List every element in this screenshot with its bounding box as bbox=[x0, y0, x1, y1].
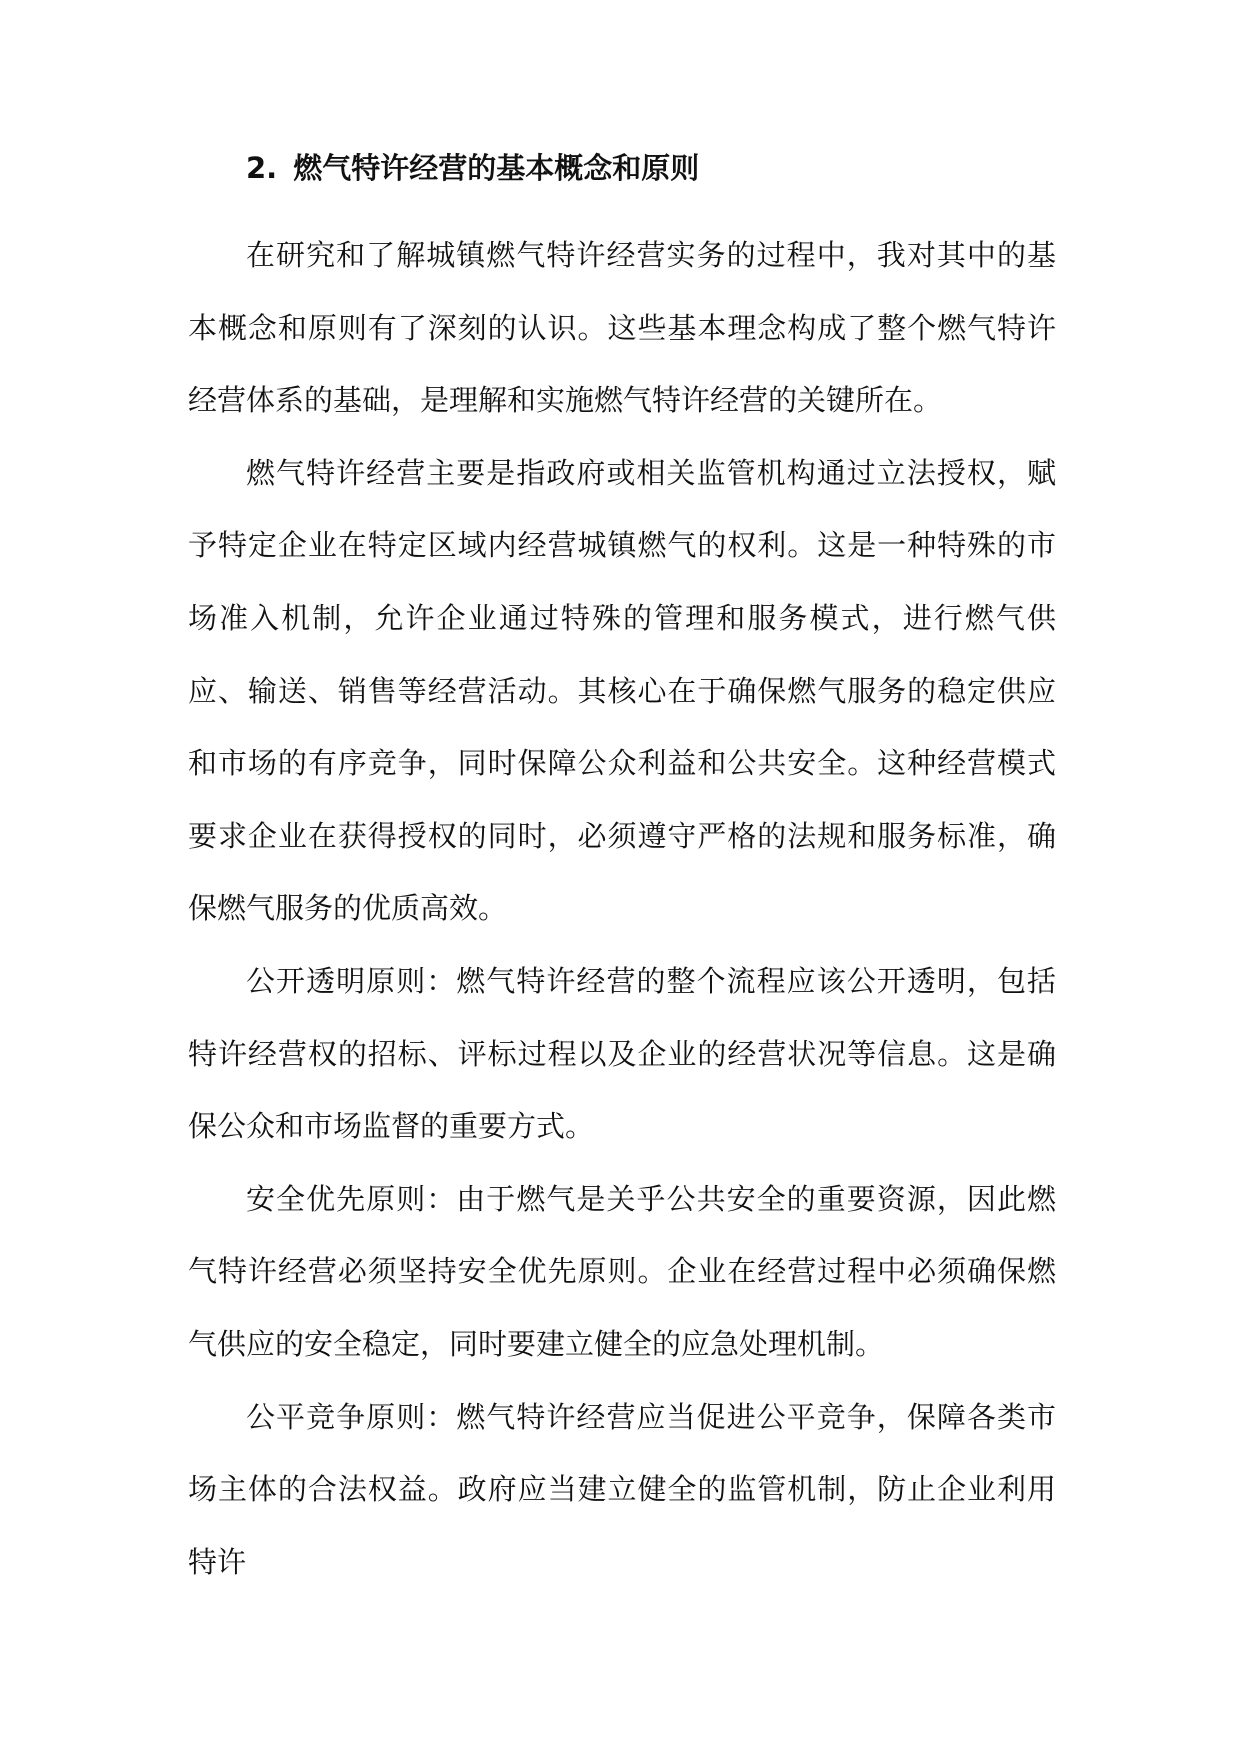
section-title: 燃气特许经营的基本概念和原则 bbox=[293, 151, 700, 185]
paragraph-definition: 燃气特许经营主要是指政府或相关监管机构通过立法授权，赋予特定企业在特定区域内经营城镇燃气的权利。这是一种特殊的市场准入机制，允许企业通过特殊的管理和服务模式，进行燃气供应、输送、销售等经营活动。其核心在于确保燃气服务的稳定供应和市场的有序竞争，同时保障公众利益和公共安全。这种经营模式要求企业在获得授权的同时，必须遵守严格的法规和服务标准，确保燃气服务的优质高效。 bbox=[188, 455, 1056, 926]
paragraph-safety-principle: 安全优先原则：由于燃气是关乎公共安全的重要资源，因此燃气特许经营必须坚持安全优先原则。企业在经营过程中必须确保燃气供应的安全稳定，同时要建立健全的应急处理机制。 bbox=[188, 1181, 1056, 1361]
section-heading bbox=[246, 148, 699, 188]
section-number: 2. bbox=[246, 151, 278, 185]
paragraph-fair-competition-principle: 公平竞争原则：燃气特许经营应当促进公平竞争，保障各类市场主体的合法权益。政府应当建立健全的监管机制，防止企业利用特许 bbox=[188, 1399, 1056, 1579]
paragraph-transparency-principle: 公开透明原则：燃气特许经营的整个流程应该公开透明，包括特许经营权的招标、评标过程以及企业的经营状况等信息。这是确保公众和市场监督的重要方式。 bbox=[188, 963, 1056, 1144]
paragraph-intro: 在研究和了解城镇燃气特许经营实务的过程中，我对其中的基本概念和原则有了深刻的认识。这些基本理念构成了整个燃气特许经营体系的基础，是理解和实施燃气特许经营的关键所在。 bbox=[188, 238, 1056, 418]
body-text bbox=[188, 219, 1056, 1598]
